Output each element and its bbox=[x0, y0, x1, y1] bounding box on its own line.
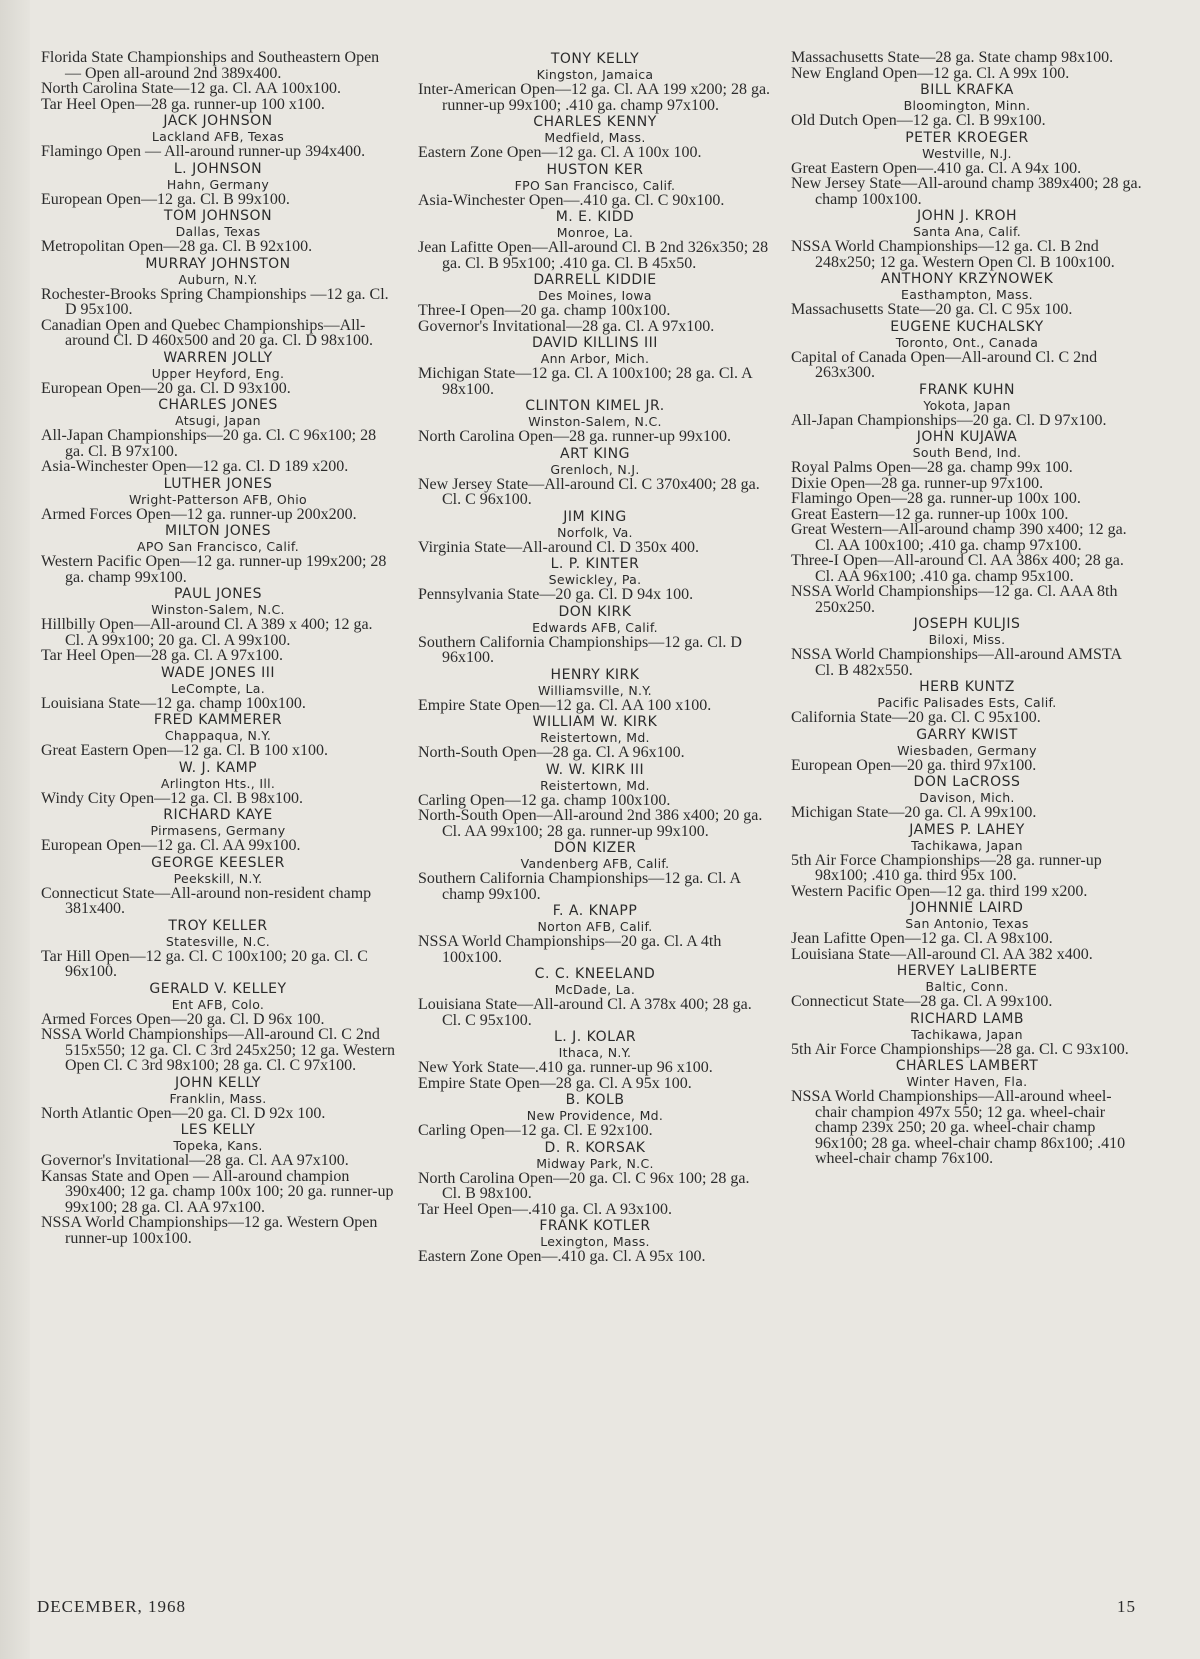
shooter-name: LUTHER JONES bbox=[163, 475, 273, 492]
shooter-entry bbox=[418, 114, 772, 161]
shooter-name: C. C. KNEELAND bbox=[534, 966, 656, 982]
event-record: Louisiana State—12 ga. champ 100x100. bbox=[41, 694, 306, 712]
shooter-location: Arlington Hts., Ill. bbox=[160, 775, 276, 791]
shooter-entry bbox=[41, 113, 395, 160]
shooter-name: HERB KUNTZ bbox=[919, 679, 1015, 695]
event-record: 5th Air Force Championships—28 ga. Cl. C 93x100. bbox=[791, 1040, 1129, 1058]
shooter-location: Winter Haven, Fla. bbox=[906, 1074, 1028, 1089]
shooter-entry bbox=[791, 319, 1143, 381]
shooter-location: South Bend, Ind. bbox=[912, 445, 1022, 460]
shooter-location: Statesville, N.C. bbox=[165, 933, 271, 949]
event-record: North Atlantic Open—20 ga. Cl. D 92x 100. bbox=[41, 1104, 326, 1122]
shooter-location: Atsugi, Japan bbox=[175, 413, 261, 428]
shooter-location: San Antonio, Texas bbox=[905, 916, 1029, 931]
shooter-location: Reistertown, Md. bbox=[540, 777, 650, 793]
shooter-entry bbox=[418, 1092, 772, 1139]
shooter-name: WILLIAM W. KIRK bbox=[532, 714, 658, 730]
shooter-name: JOHN J. KROH bbox=[916, 208, 1018, 224]
event-record: Michigan State—20 ga. Cl. A 99x100. bbox=[791, 804, 1037, 821]
shooter-entry bbox=[41, 981, 395, 1074]
column-3 bbox=[791, 50, 1143, 1167]
event-record: Three-I Open—All-around Cl. AA 386x 400; 28 ga. Cl. AA 96x100; .410 ga. champ 95x100. bbox=[791, 552, 1124, 585]
shooter-location: Yokota, Japan bbox=[923, 397, 1011, 413]
shooter-name: WARREN JOLLY bbox=[163, 349, 273, 366]
event-record: NSSA World Championships—All-around wheel-chair champion 497x 550; 12 ga. wheel-chair champ 239x 250; 20 ga. wheel-chair champ 96x100; 28 ga. wheel-chair champ 86x100; .410 wheel-chair champ 76x100. bbox=[791, 1088, 1126, 1167]
left-page-edge bbox=[0, 0, 30, 1659]
shooter-name: PAUL JONES bbox=[174, 586, 262, 602]
shooter-name: B. KOLB bbox=[565, 1092, 625, 1108]
shooter-name: EUGENE KUCHALSKY bbox=[890, 318, 1044, 335]
shooter-entry bbox=[791, 382, 1143, 429]
shooter-entry bbox=[418, 604, 772, 666]
event-record: Western Pacific Open—12 ga. third 199 x200. bbox=[791, 882, 1088, 900]
event-record: NSSA World Championships—12 ga. Western Open runner-up 100x100. bbox=[41, 1214, 378, 1247]
shooter-location: Toronto, Ont., Canada bbox=[895, 334, 1039, 350]
shooter-location: Pirmasens, Germany bbox=[150, 823, 286, 838]
shooter-location: APO San Francisco, Calif. bbox=[136, 539, 300, 554]
shooter-name: BILL KRAFKA bbox=[920, 82, 1014, 98]
event-record: Southern California Championships—12 ga. Cl. D 96x100. bbox=[418, 633, 742, 666]
event-record: Kansas State and Open — All-around champion 390x400; 12 ga. champ 100x 100; 20 ga. runner-up 99x100; 28 ga. Cl. AA 97x100. bbox=[41, 1167, 394, 1216]
shooter-location: Auburn, N.Y. bbox=[178, 271, 258, 287]
shooter-name: JOHN KUJAWA bbox=[916, 429, 1018, 445]
shooter-entry bbox=[791, 50, 1143, 81]
event-record: Dixie Open—28 ga. runner-up 97x100. bbox=[791, 474, 1044, 492]
shooter-name: L. J. KOLAR bbox=[553, 1029, 637, 1045]
shooter-entry bbox=[41, 523, 395, 585]
event-record: Capital of Canada Open—All-around Cl. C 2nd 263x300. bbox=[791, 348, 1098, 381]
shooter-location: Peekskill, N.Y. bbox=[173, 870, 263, 886]
shooter-name: HUSTON KER bbox=[546, 161, 644, 178]
shooter-name: DON LaCROSS bbox=[913, 774, 1021, 790]
event-record: Great Eastern Open—12 ga. Cl. B 100 x100. bbox=[41, 742, 329, 759]
event-record: North Carolina Open—28 ga. runner-up 99x100. bbox=[418, 428, 731, 445]
event-record: Jean Lafitte Open—All-around Cl. B 2nd 326x350; 28 ga. Cl. B 95x100; .410 ga. Cl. B 45x50. bbox=[418, 239, 769, 272]
event-record: Old Dutch Open—12 ga. Cl. B 99x100. bbox=[791, 112, 1046, 129]
event-record: Virginia State—All-around Cl. D 350x 400. bbox=[418, 538, 699, 556]
shooter-name: L. JOHNSON bbox=[173, 160, 263, 177]
shooter-entry bbox=[418, 556, 772, 603]
shooter-name: GERALD V. KELLEY bbox=[149, 980, 287, 997]
event-record: 5th Air Force Championships—28 ga. runner-up 98x100; .410 ga. third 95x 100. bbox=[791, 851, 1102, 884]
event-record: NSSA World Championships—12 ga. Cl. B 2nd 248x250; 12 ga. Western Open Cl. B 100x100. bbox=[791, 238, 1115, 271]
event-record: Empire State Open—12 ga. Cl. AA 100 x100. bbox=[418, 696, 712, 714]
shooter-entry bbox=[41, 350, 395, 397]
shooter-location: Grenloch, N.J. bbox=[550, 461, 640, 477]
shooter-name: RICHARD KAYE bbox=[163, 807, 273, 823]
shooter-entry bbox=[418, 272, 772, 334]
shooter-name: JIM KING bbox=[563, 508, 627, 525]
shooter-name: DAVID KILLINS III bbox=[532, 335, 658, 351]
event-record: California State—20 ga. Cl. C 95x100. bbox=[791, 709, 1041, 726]
shooter-entry bbox=[418, 762, 772, 840]
shooter-name: RICHARD LAMB bbox=[909, 1010, 1025, 1027]
shooter-entry bbox=[418, 840, 772, 902]
event-record: Pennsylvania State—20 ga. Cl. D 94x 100. bbox=[418, 586, 694, 603]
shooter-name: JACK JOHNSON bbox=[163, 113, 273, 129]
shooter-location: Ann Arbor, Mich. bbox=[540, 351, 650, 366]
event-record: All-Japan Championships—20 ga. Cl. C 96x100; 28 ga. Cl. B 97x100. bbox=[41, 427, 377, 460]
shooter-name: LES KELLY bbox=[180, 1122, 256, 1138]
shooter-entry bbox=[418, 1029, 772, 1091]
shooter-name: F. A. KNAPP bbox=[552, 903, 638, 919]
shooter-name: TONY KELLY bbox=[550, 51, 640, 67]
shooter-name: ANTHONY KRZYNOWEK bbox=[880, 271, 1054, 287]
column-1 bbox=[41, 50, 395, 1246]
shooter-name: CHARLES JONES bbox=[158, 397, 278, 413]
shooter-entry bbox=[41, 476, 395, 523]
shooter-name: CHARLES LAMBERT bbox=[895, 1058, 1039, 1074]
shooter-entry bbox=[41, 1075, 395, 1122]
shooter-entry bbox=[791, 208, 1143, 270]
event-record: Southern California Championships—12 ga. Cl. A champ 99x100. bbox=[418, 870, 741, 903]
shooter-entry bbox=[418, 966, 772, 1028]
event-record: Florida State Championships and Southeastern Open — Open all-around 2nd 389x400. bbox=[41, 49, 380, 82]
event-record: Massachusetts State—20 ga. Cl. C 95x 100. bbox=[791, 301, 1073, 318]
shooter-name: DON KIZER bbox=[553, 840, 637, 856]
shooter-entry bbox=[41, 918, 395, 980]
shooter-entry bbox=[41, 665, 395, 712]
shooter-entry bbox=[41, 161, 395, 208]
shooter-name: M. E. KIDD bbox=[555, 209, 635, 225]
shooter-name: HENRY KIRK bbox=[550, 666, 640, 683]
shooter-entry bbox=[791, 616, 1143, 678]
shooter-location: Norfolk, Va. bbox=[557, 524, 633, 540]
event-record: All-Japan Championships—20 ga. Cl. D 97x100. bbox=[791, 411, 1107, 429]
event-record: Flamingo Open—28 ga. runner-up 100x 100. bbox=[791, 490, 1081, 507]
shooter-location: Medfield, Mass. bbox=[544, 130, 646, 145]
shooter-entry bbox=[418, 209, 772, 271]
event-record: NSSA World Championships—12 ga. Cl. AAA 8th 250x250. bbox=[791, 583, 1118, 616]
event-record: North Carolina State—12 ga. Cl. AA 100x100. bbox=[41, 80, 341, 97]
event-record: Tar Heel Open—28 ga. Cl. A 97x100. bbox=[41, 647, 283, 664]
event-record: Asia-Winchester Open—.410 ga. Cl. C 90x100. bbox=[418, 191, 725, 209]
event-record: New Jersey State—All-around Cl. C 370x400; 28 ga. Cl. C 96x100. bbox=[418, 475, 760, 508]
shooter-location: Davison, Mich. bbox=[919, 790, 1015, 805]
shooter-entry bbox=[41, 50, 395, 112]
event-record: NSSA World Championships—All-around AMSTA Cl. B 482x550. bbox=[791, 646, 1122, 679]
shooter-location: Chappaqua, N.Y. bbox=[164, 728, 272, 743]
shooter-name: GEORGE KEESLER bbox=[151, 854, 285, 871]
event-record: Great Western—All-around champ 390 x400; 12 ga. Cl. AA 100x100; .410 ga. champ 97x100. bbox=[791, 521, 1127, 554]
event-record: Royal Palms Open—28 ga. champ 99x 100. bbox=[791, 459, 1073, 476]
shooter-name: TOM JOHNSON bbox=[163, 208, 273, 224]
shooter-name: CLINTON KIMEL JR. bbox=[525, 398, 665, 414]
shooter-location: Baltic, Conn. bbox=[925, 979, 1009, 994]
event-record: North Carolina Open—20 ga. Cl. C 96x 100; 28 ga. Cl. B 98x100. bbox=[418, 1169, 750, 1202]
shooter-location: Ithaca, N.Y. bbox=[558, 1045, 632, 1060]
shooter-name: PETER KROEGER bbox=[905, 129, 1029, 146]
shooter-location: Tachikawa, Japan bbox=[911, 837, 1023, 853]
shooter-entry bbox=[418, 162, 772, 209]
event-record: New England Open—12 ga. Cl. A 99x 100. bbox=[791, 64, 1070, 82]
shooter-location: Vandenberg AFB, Calif. bbox=[520, 856, 670, 871]
column-2 bbox=[418, 50, 772, 1265]
shooter-location: Kingston, Jamaica bbox=[536, 67, 654, 82]
shooter-entry bbox=[41, 760, 395, 807]
page-number: 15 bbox=[1117, 1597, 1136, 1616]
shooter-location: Wiesbaden, Germany bbox=[897, 742, 1037, 758]
shooter-location: Easthampton, Mass. bbox=[901, 287, 1033, 302]
event-record: New Jersey State—All-around champ 389x400; 28 ga. champ 100x100. bbox=[791, 175, 1142, 208]
event-record: Three-I Open—20 ga. champ 100x100. bbox=[418, 302, 671, 319]
event-record: Hillbilly Open—All-around Cl. A 389 x 400; 12 ga. Cl. A 99x100; 20 ga. Cl. A 99x100. bbox=[41, 616, 373, 649]
shooter-entry bbox=[41, 1122, 395, 1246]
event-record: North-South Open—28 ga. Cl. A 96x100. bbox=[418, 744, 685, 761]
shooter-location: Franklin, Mass. bbox=[169, 1090, 267, 1106]
shooter-entry bbox=[791, 900, 1143, 962]
shooter-location: Topeka, Kans. bbox=[173, 1138, 263, 1153]
shooter-location: Des Moines, Iowa bbox=[538, 288, 652, 303]
shooter-location: Wright-Patterson AFB, Ohio bbox=[129, 491, 307, 507]
event-record: Michigan State—12 ga. Cl. A 100x100; 28 ga. Cl. A 98x100. bbox=[418, 365, 752, 398]
shooter-name: FRED KAMMERER bbox=[153, 712, 283, 728]
shooter-entry bbox=[418, 446, 772, 508]
shooter-entry bbox=[791, 963, 1143, 1010]
shooter-name: TROY KELLER bbox=[168, 917, 268, 934]
event-record: Governor's Invitational—28 ga. Cl. AA 97x100. bbox=[41, 1152, 349, 1169]
shooter-name: MILTON JONES bbox=[165, 523, 271, 539]
shooter-entry bbox=[791, 679, 1143, 726]
shooter-entry bbox=[41, 855, 395, 917]
shooter-location: Edwards AFB, Calif. bbox=[532, 619, 658, 635]
shooter-entry bbox=[791, 822, 1143, 900]
event-record: NSSA World Championships—20 ga. Cl. A 4th 100x100. bbox=[418, 933, 722, 966]
event-record: Connecticut State—All-around non-resident champ 381x400. bbox=[41, 884, 372, 917]
shooter-location: Monroe, La. bbox=[556, 225, 634, 240]
event-record: Tar Heel Open—.410 ga. Cl. A 93x100. bbox=[418, 1200, 672, 1218]
event-record: Empire State Open—28 ga. Cl. A 95x 100. bbox=[418, 1074, 692, 1092]
shooter-entry bbox=[791, 774, 1143, 821]
shooter-entry bbox=[791, 271, 1143, 318]
event-record: Western Pacific Open—12 ga. runner-up 199x200; 28 ga. champ 99x100. bbox=[41, 553, 387, 586]
event-record: Armed Forces Open—12 ga. runner-up 200x200. bbox=[41, 505, 357, 523]
shooter-entry bbox=[791, 727, 1143, 774]
shooter-entry bbox=[791, 429, 1143, 615]
shooter-location: Dallas, Texas bbox=[175, 224, 261, 239]
shooter-location: Williamsville, N.Y. bbox=[538, 682, 652, 698]
event-record: Louisiana State—All-around Cl. A 378x 400; 28 ga. Cl. C 95x100. bbox=[418, 996, 752, 1029]
shooter-location: Santa Ana, Calif. bbox=[912, 224, 1022, 239]
event-record: European Open—20 ga. Cl. D 93x100. bbox=[41, 379, 291, 397]
shooter-entry bbox=[791, 1058, 1143, 1167]
shooter-location: Lexington, Mass. bbox=[540, 1234, 650, 1249]
shooter-location: New Providence, Md. bbox=[526, 1108, 664, 1123]
shooter-location: Midway Park, N.C. bbox=[536, 1155, 654, 1171]
event-record: Inter-American Open—12 ga. Cl. AA 199 x200; 28 ga. runner-up 99x100; .410 ga. champ 97x100. bbox=[418, 81, 771, 114]
shooter-entry bbox=[791, 1011, 1143, 1058]
shooter-entry bbox=[41, 586, 395, 664]
event-record: Carling Open—12 ga. champ 100x100. bbox=[418, 791, 671, 809]
shooter-location: Hahn, Germany bbox=[166, 176, 270, 192]
shooter-name: W. W. KIRK III bbox=[545, 761, 645, 778]
event-record: Canadian Open and Quebec Championships—All-around Cl. D 460x500 and 20 ga. Cl. D 98x100. bbox=[41, 316, 373, 349]
shooter-entry bbox=[41, 807, 395, 854]
event-record: Armed Forces Open—20 ga. Cl. D 96x 100. bbox=[41, 1010, 325, 1028]
shooter-name: JAMES P. LAHEY bbox=[909, 821, 1025, 838]
shooter-entry bbox=[418, 903, 772, 965]
event-record: Jean Lafitte Open—12 ga. Cl. A 98x100. bbox=[791, 930, 1053, 947]
shooter-location: McDade, La. bbox=[554, 982, 636, 997]
shooter-name: D. R. KORSAK bbox=[544, 1139, 646, 1156]
shooter-entry bbox=[41, 256, 395, 349]
shooter-entry bbox=[418, 1218, 772, 1265]
shooter-name: JOSEPH KULJIS bbox=[913, 616, 1021, 632]
event-record: Windy City Open—12 ga. Cl. B 98x100. bbox=[41, 789, 304, 807]
event-record: Great Eastern Open—.410 ga. Cl. A 94x 100. bbox=[791, 159, 1082, 177]
event-record: New York State—.410 ga. runner-up 96 x100. bbox=[418, 1059, 713, 1076]
shooter-entry bbox=[41, 397, 395, 475]
event-record: Governor's Invitational—28 ga. Cl. A 97x100. bbox=[418, 317, 715, 335]
shooter-name: DARRELL KIDDIE bbox=[533, 272, 657, 288]
shooter-entry bbox=[418, 714, 772, 761]
shooter-location: Sewickley, Pa. bbox=[548, 572, 642, 587]
shooter-location: Lackland AFB, Texas bbox=[151, 129, 285, 144]
event-record: Eastern Zone Open—12 ga. Cl. A 100x 100. bbox=[418, 144, 702, 161]
shooter-entry bbox=[41, 712, 395, 759]
issue-date: DECEMBER, 1968 bbox=[37, 1597, 187, 1616]
event-record: European Open—12 ga. Cl. AA 99x100. bbox=[41, 837, 301, 854]
event-record: Eastern Zone Open—.410 ga. Cl. A 95x 100. bbox=[418, 1248, 706, 1265]
shooter-location: Ent AFB, Colo. bbox=[171, 996, 265, 1012]
event-record: Flamingo Open — All-around runner-up 394x400. bbox=[41, 143, 366, 160]
shooter-location: LeCompte, La. bbox=[171, 680, 265, 696]
shooter-name: CHARLES KENNY bbox=[533, 114, 657, 130]
event-record: Metropolitan Open—28 ga. Cl. B 92x100. bbox=[41, 238, 313, 255]
shooter-name: JOHN KELLY bbox=[175, 1074, 261, 1091]
event-record: Carling Open—12 ga. Cl. E 92x100. bbox=[418, 1122, 653, 1139]
shooter-location: Biloxi, Miss. bbox=[928, 632, 1006, 647]
shooter-entry bbox=[418, 509, 772, 556]
shooter-name: HERVEY LaLIBERTE bbox=[896, 963, 1038, 979]
shooter-location: Tachikawa, Japan bbox=[911, 1026, 1023, 1042]
shooter-entry bbox=[418, 667, 772, 714]
shooter-name: W. J. KAMP bbox=[178, 759, 258, 776]
shooter-entry bbox=[418, 51, 772, 113]
event-record: Massachusetts State—28 ga. State champ 98x100. bbox=[791, 49, 1114, 66]
shooter-location: Westville, N.J. bbox=[922, 145, 1012, 161]
event-record: Tar Hill Open—12 ga. Cl. C 100x100; 20 ga. Cl. C 96x100. bbox=[41, 947, 368, 980]
shooter-location: Winston-Salem, N.C. bbox=[528, 414, 662, 429]
event-record: Rochester-Brooks Spring Championships —12 ga. Cl. D 95x100. bbox=[41, 285, 389, 318]
event-record: Great Eastern—12 ga. runner-up 100x 100. bbox=[791, 505, 1069, 523]
shooter-location: Winston-Salem, N.C. bbox=[151, 602, 285, 617]
shooter-name: GARRY KWIST bbox=[916, 726, 1018, 743]
event-record: Louisiana State—All-around Cl. AA 382 x400. bbox=[791, 945, 1093, 963]
shooter-name: ART KING bbox=[560, 445, 630, 462]
shooter-location: Upper Heyford, Eng. bbox=[151, 365, 285, 381]
event-record: North-South Open—All-around 2nd 386 x400; 20 ga. Cl. AA 99x100; 28 ga. runner-up 99x100. bbox=[418, 807, 763, 840]
shooter-name: DON KIRK bbox=[558, 603, 632, 620]
shooter-entry bbox=[418, 335, 772, 397]
event-record: NSSA World Championships—All-around Cl. C 2nd 515x550; 12 ga. Cl. C 3rd 245x250; 12 ga. Western Open Cl. C 3rd 98x100; 28 ga. Cl. C 97x100. bbox=[41, 1026, 395, 1074]
shooter-name: WADE JONES III bbox=[161, 664, 275, 681]
shooter-location: Reistertown, Md. bbox=[540, 730, 650, 745]
event-record: European Open—12 ga. Cl. B 99x100. bbox=[41, 190, 290, 208]
shooter-name: JOHNNIE LAIRD bbox=[910, 900, 1024, 916]
shooter-entry bbox=[791, 130, 1143, 208]
shooter-entry bbox=[418, 1140, 772, 1218]
shooter-name: L. P. KINTER bbox=[550, 556, 640, 572]
shooter-entry bbox=[791, 82, 1143, 129]
shooter-name: FRANK KUHN bbox=[919, 381, 1015, 398]
shooter-entry bbox=[418, 398, 772, 445]
shooter-location: FPO San Francisco, Calif. bbox=[514, 177, 676, 193]
shooter-location: Bloomington, Minn. bbox=[903, 98, 1031, 113]
shooter-location: Pacific Palisades Ests, Calif. bbox=[877, 695, 1057, 710]
event-record: Asia-Winchester Open—12 ga. Cl. D 189 x200. bbox=[41, 458, 349, 475]
shooter-name: MURRAY JOHNSTON bbox=[145, 255, 291, 272]
shooter-location: Norton AFB, Calif. bbox=[537, 919, 653, 934]
event-record: European Open—20 ga. third 97x100. bbox=[791, 756, 1037, 774]
event-record: Tar Heel Open—28 ga. runner-up 100 x100. bbox=[41, 95, 325, 113]
shooter-entry bbox=[41, 208, 395, 255]
event-record: Connecticut State—28 ga. Cl. A 99x100. bbox=[791, 993, 1053, 1010]
shooter-name: FRANK KOTLER bbox=[539, 1218, 651, 1234]
